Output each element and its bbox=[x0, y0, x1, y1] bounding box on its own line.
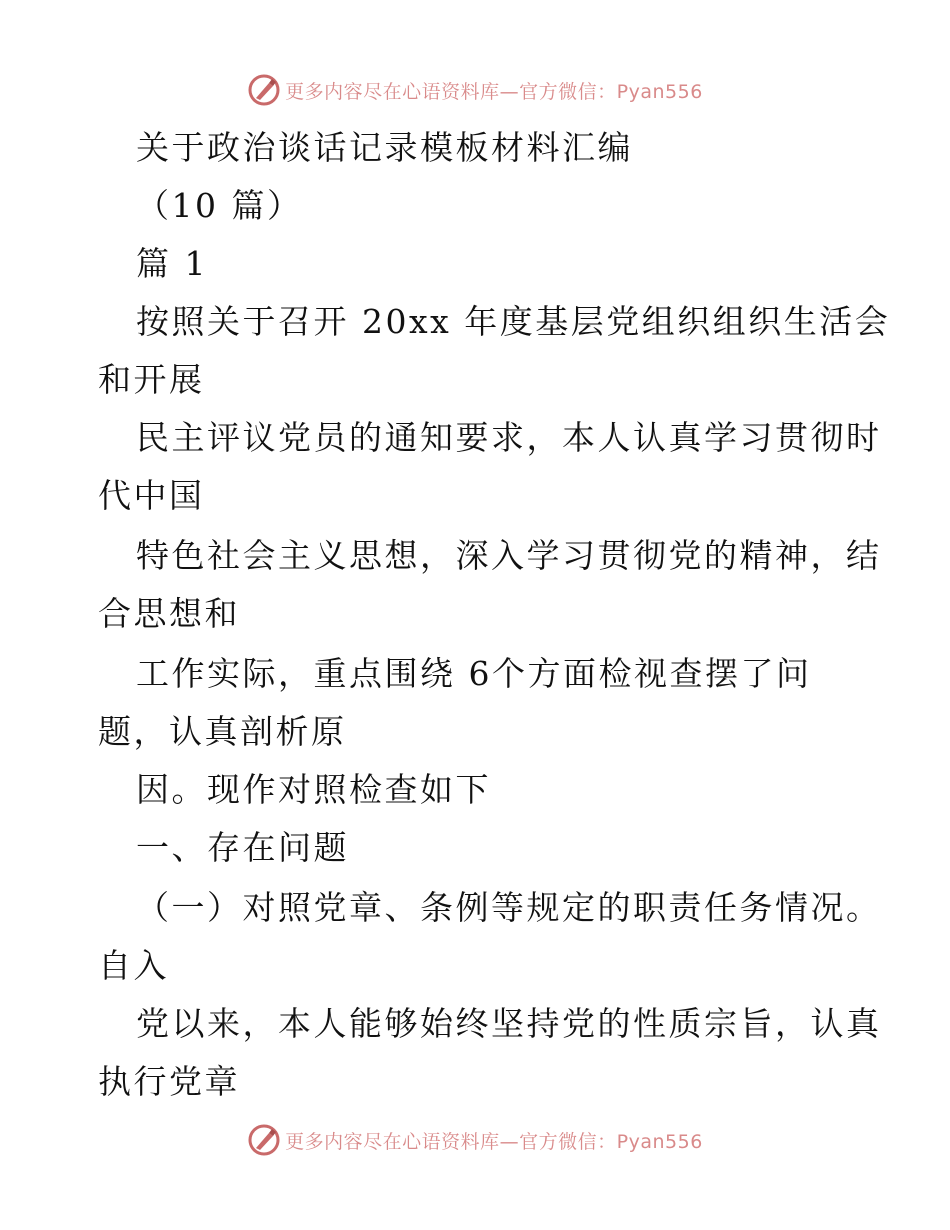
pen-logo-icon bbox=[247, 1123, 281, 1157]
watermark-banner-bottom bbox=[0, 1118, 950, 1162]
watermark-text: 更多内容尽在心语资料库—官方微信：Pyan556 bbox=[285, 1130, 703, 1153]
doc-line: 代中国 bbox=[98, 476, 205, 515]
doc-heading: 一、存在问题 bbox=[136, 828, 349, 867]
doc-line: 和开展 bbox=[98, 360, 205, 399]
doc-line: 党以来，本人能够始终坚持党的性质宗旨，认真 bbox=[136, 1004, 882, 1043]
doc-line: 民主评议党员的通知要求，本人认真学习贯彻时 bbox=[136, 418, 882, 457]
doc-line: 执行党章 bbox=[98, 1062, 240, 1101]
doc-line: 特色社会主义思想，深入学习贯彻党的精神，结 bbox=[136, 536, 882, 575]
doc-line: 按照关于召开 20xx 年度基层党组织组织生活会 bbox=[136, 302, 891, 341]
doc-line: 合思想和 bbox=[98, 594, 240, 633]
doc-line: 题，认真剖析原 bbox=[98, 712, 347, 751]
doc-title: 关于政治谈话记录模板材料汇编 bbox=[136, 128, 633, 167]
doc-line: 自入 bbox=[98, 946, 169, 985]
watermark-text: 更多内容尽在心语资料库—官方微信：Pyan556 bbox=[285, 80, 703, 103]
doc-subheading: （一）对照党章、条例等规定的职责任务情况。 bbox=[136, 888, 882, 927]
doc-line: 因。现作对照检查如下 bbox=[136, 770, 491, 809]
doc-line: 工作实际，重点围绕 6个方面检视查摆了问 bbox=[136, 654, 812, 693]
doc-section-heading: 篇 1 bbox=[136, 244, 208, 283]
doc-subtitle: （10 篇） bbox=[136, 186, 303, 225]
